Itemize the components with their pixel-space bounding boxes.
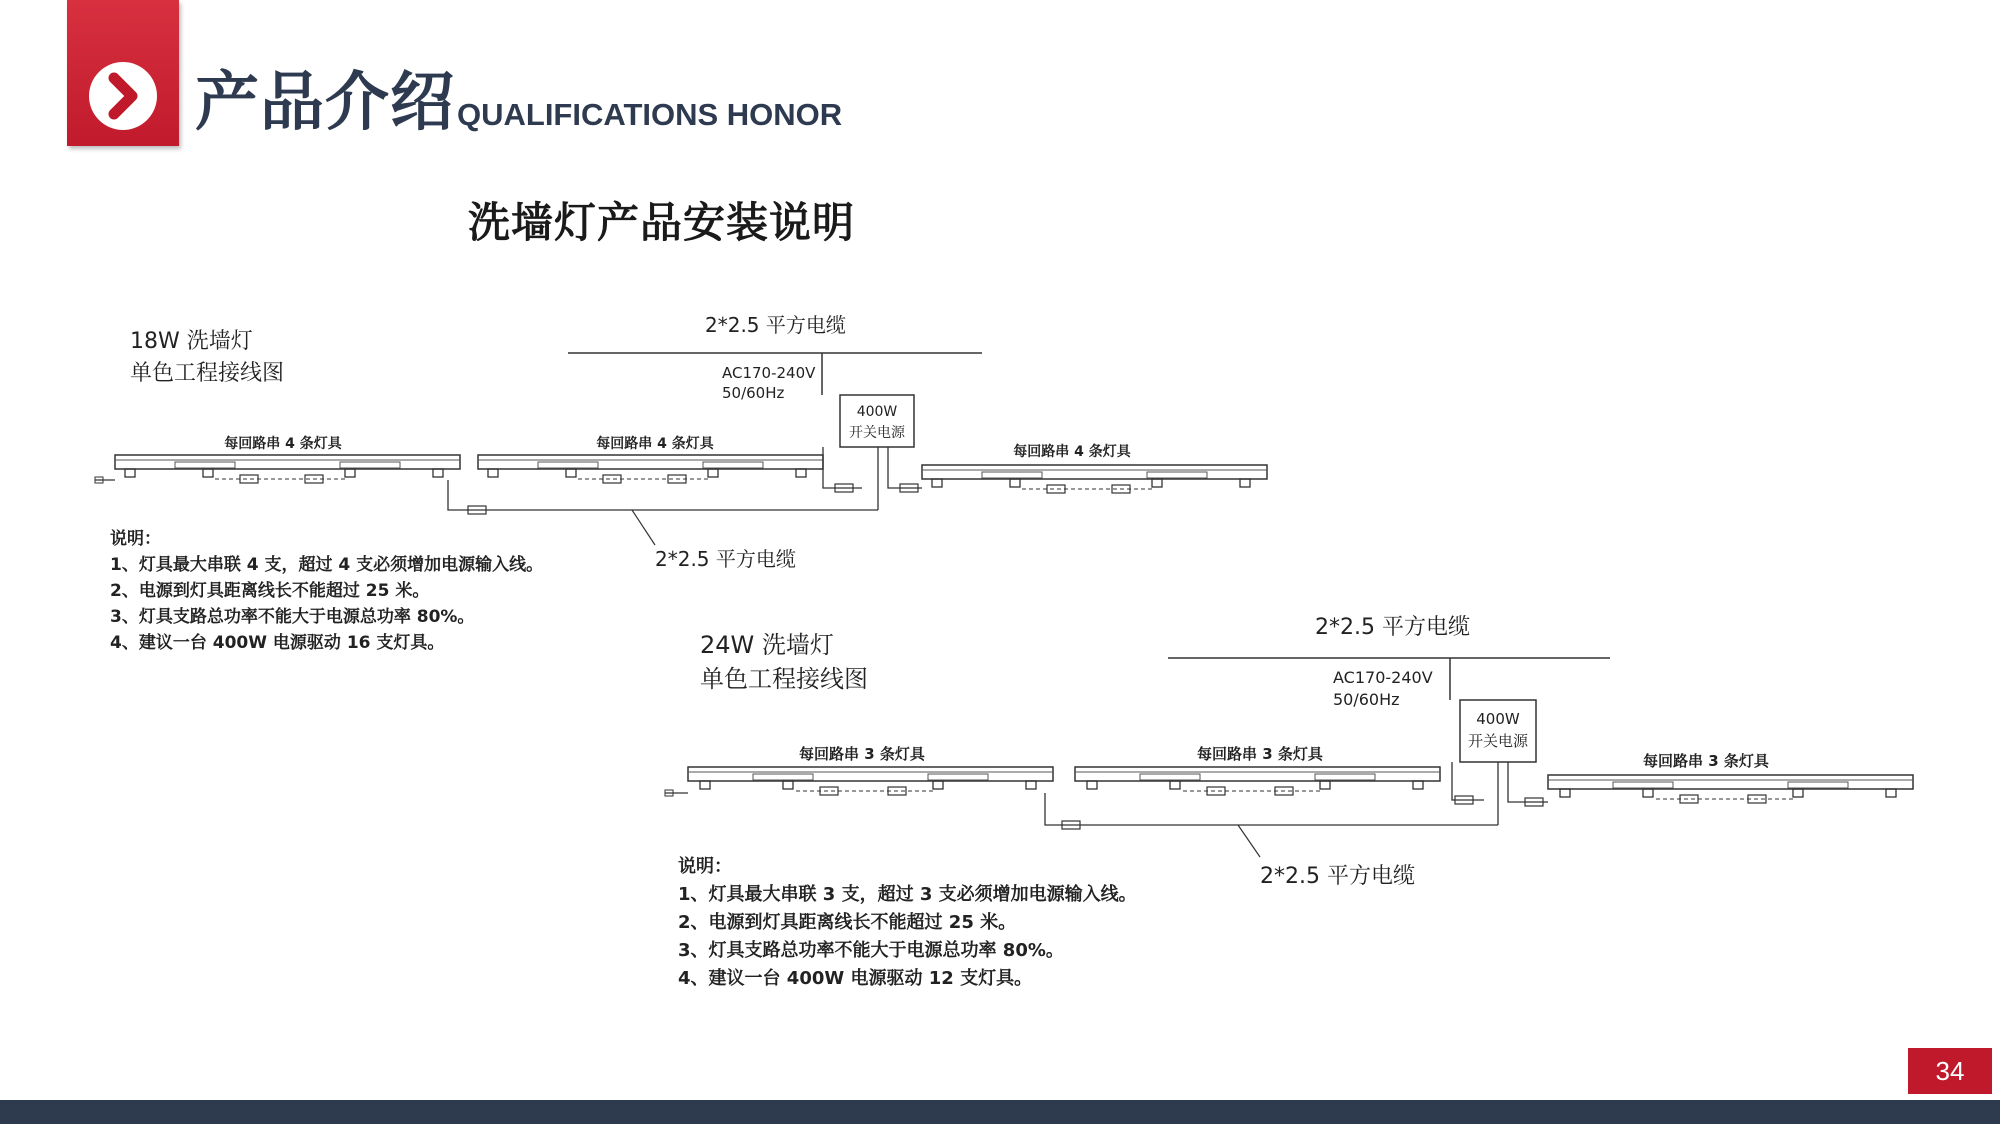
diagram-24w <box>665 615 1913 889</box>
ac-spec-line2-18w: 50/60Hz <box>722 384 785 402</box>
group-label-24w-2: 每回路串 3 条灯具 <box>1197 745 1323 763</box>
fixture-group-18w-1 <box>115 455 460 483</box>
note-item: 3、灯具支路总功率不能大于电源总功率 80%。 <box>678 940 1064 961</box>
psu-label-line1-18w: 400W <box>856 404 898 420</box>
note-item: 4、建议一台 400W 电源驱动 12 支灯具。 <box>678 968 1033 989</box>
page-number: 34 <box>1908 1048 1992 1094</box>
note-item: 2、电源到灯具距离线长不能超过 25 米。 <box>678 912 1017 933</box>
notes-24w <box>678 853 1137 993</box>
psu-label-line2-24w: 开关电源 <box>1467 732 1529 750</box>
ac-spec-line1-24w: AC170-240V <box>1333 668 1433 687</box>
page-title-zh: 产品介绍 <box>195 66 455 140</box>
page-title-en: QUALIFICATIONS HONOR <box>457 97 843 132</box>
group-label-18w-3: 每回路串 4 条灯具 <box>1013 444 1131 460</box>
cable-label-bottom-18w: 2*2.5 平方电缆 <box>655 547 796 571</box>
cable-label-top-24w: 2*2.5 平方电缆 <box>1315 615 1470 640</box>
fixture-group-24w-2 <box>1075 767 1440 795</box>
note-item: 1、灯具最大串联 3 支，超过 3 支必须增加电源输入线。 <box>678 884 1137 905</box>
notes-title-18w: 说明： <box>110 529 161 549</box>
document-title: 洗墙灯产品安装说明 <box>468 198 856 247</box>
note-item: 4、建议一台 400W 电源驱动 16 支灯具。 <box>110 633 445 653</box>
fixture-group-18w-3 <box>922 465 1267 493</box>
ac-spec-line1-18w: AC170-240V <box>722 364 816 382</box>
diagram-24w-label-line2: 单色工程接线图 <box>700 665 868 693</box>
ac-spec-line2-24w: 50/60Hz <box>1333 690 1400 709</box>
group-label-18w-1: 每回路串 4 条灯具 <box>224 436 342 452</box>
cable-label-bottom-24w: 2*2.5 平方电缆 <box>1260 864 1415 889</box>
footer-bar <box>0 1100 2000 1124</box>
note-item: 3、灯具支路总功率不能大于电源总功率 80%。 <box>110 607 475 627</box>
psu-label-line1-24w: 400W <box>1476 710 1520 728</box>
group-label-24w-1: 每回路串 3 条灯具 <box>799 745 925 763</box>
psu-label-line2-18w: 开关电源 <box>849 425 905 441</box>
group-label-24w-3: 每回路串 3 条灯具 <box>1643 752 1769 770</box>
group-label-18w-2: 每回路串 4 条灯具 <box>596 436 714 452</box>
fixture-group-18w-2 <box>478 455 823 483</box>
diagram-18w-label-line1: 18W 洗墙灯 <box>130 329 253 354</box>
fixture-group-24w-1 <box>688 767 1053 795</box>
cable-label-top-18w: 2*2.5 平方电缆 <box>705 313 846 337</box>
notes-18w <box>110 526 543 656</box>
diagram-24w-label-line1: 24W 洗墙灯 <box>700 631 834 659</box>
notes-title-24w: 说明： <box>678 856 732 877</box>
fixture-group-24w-3 <box>1548 775 1913 803</box>
diagram-18w-label-line2: 单色工程接线图 <box>130 361 285 386</box>
note-item: 2、电源到灯具距离线长不能超过 25 米。 <box>110 581 430 601</box>
note-item: 1、灯具最大串联 4 支，超过 4 支必须增加电源输入线。 <box>110 555 544 575</box>
